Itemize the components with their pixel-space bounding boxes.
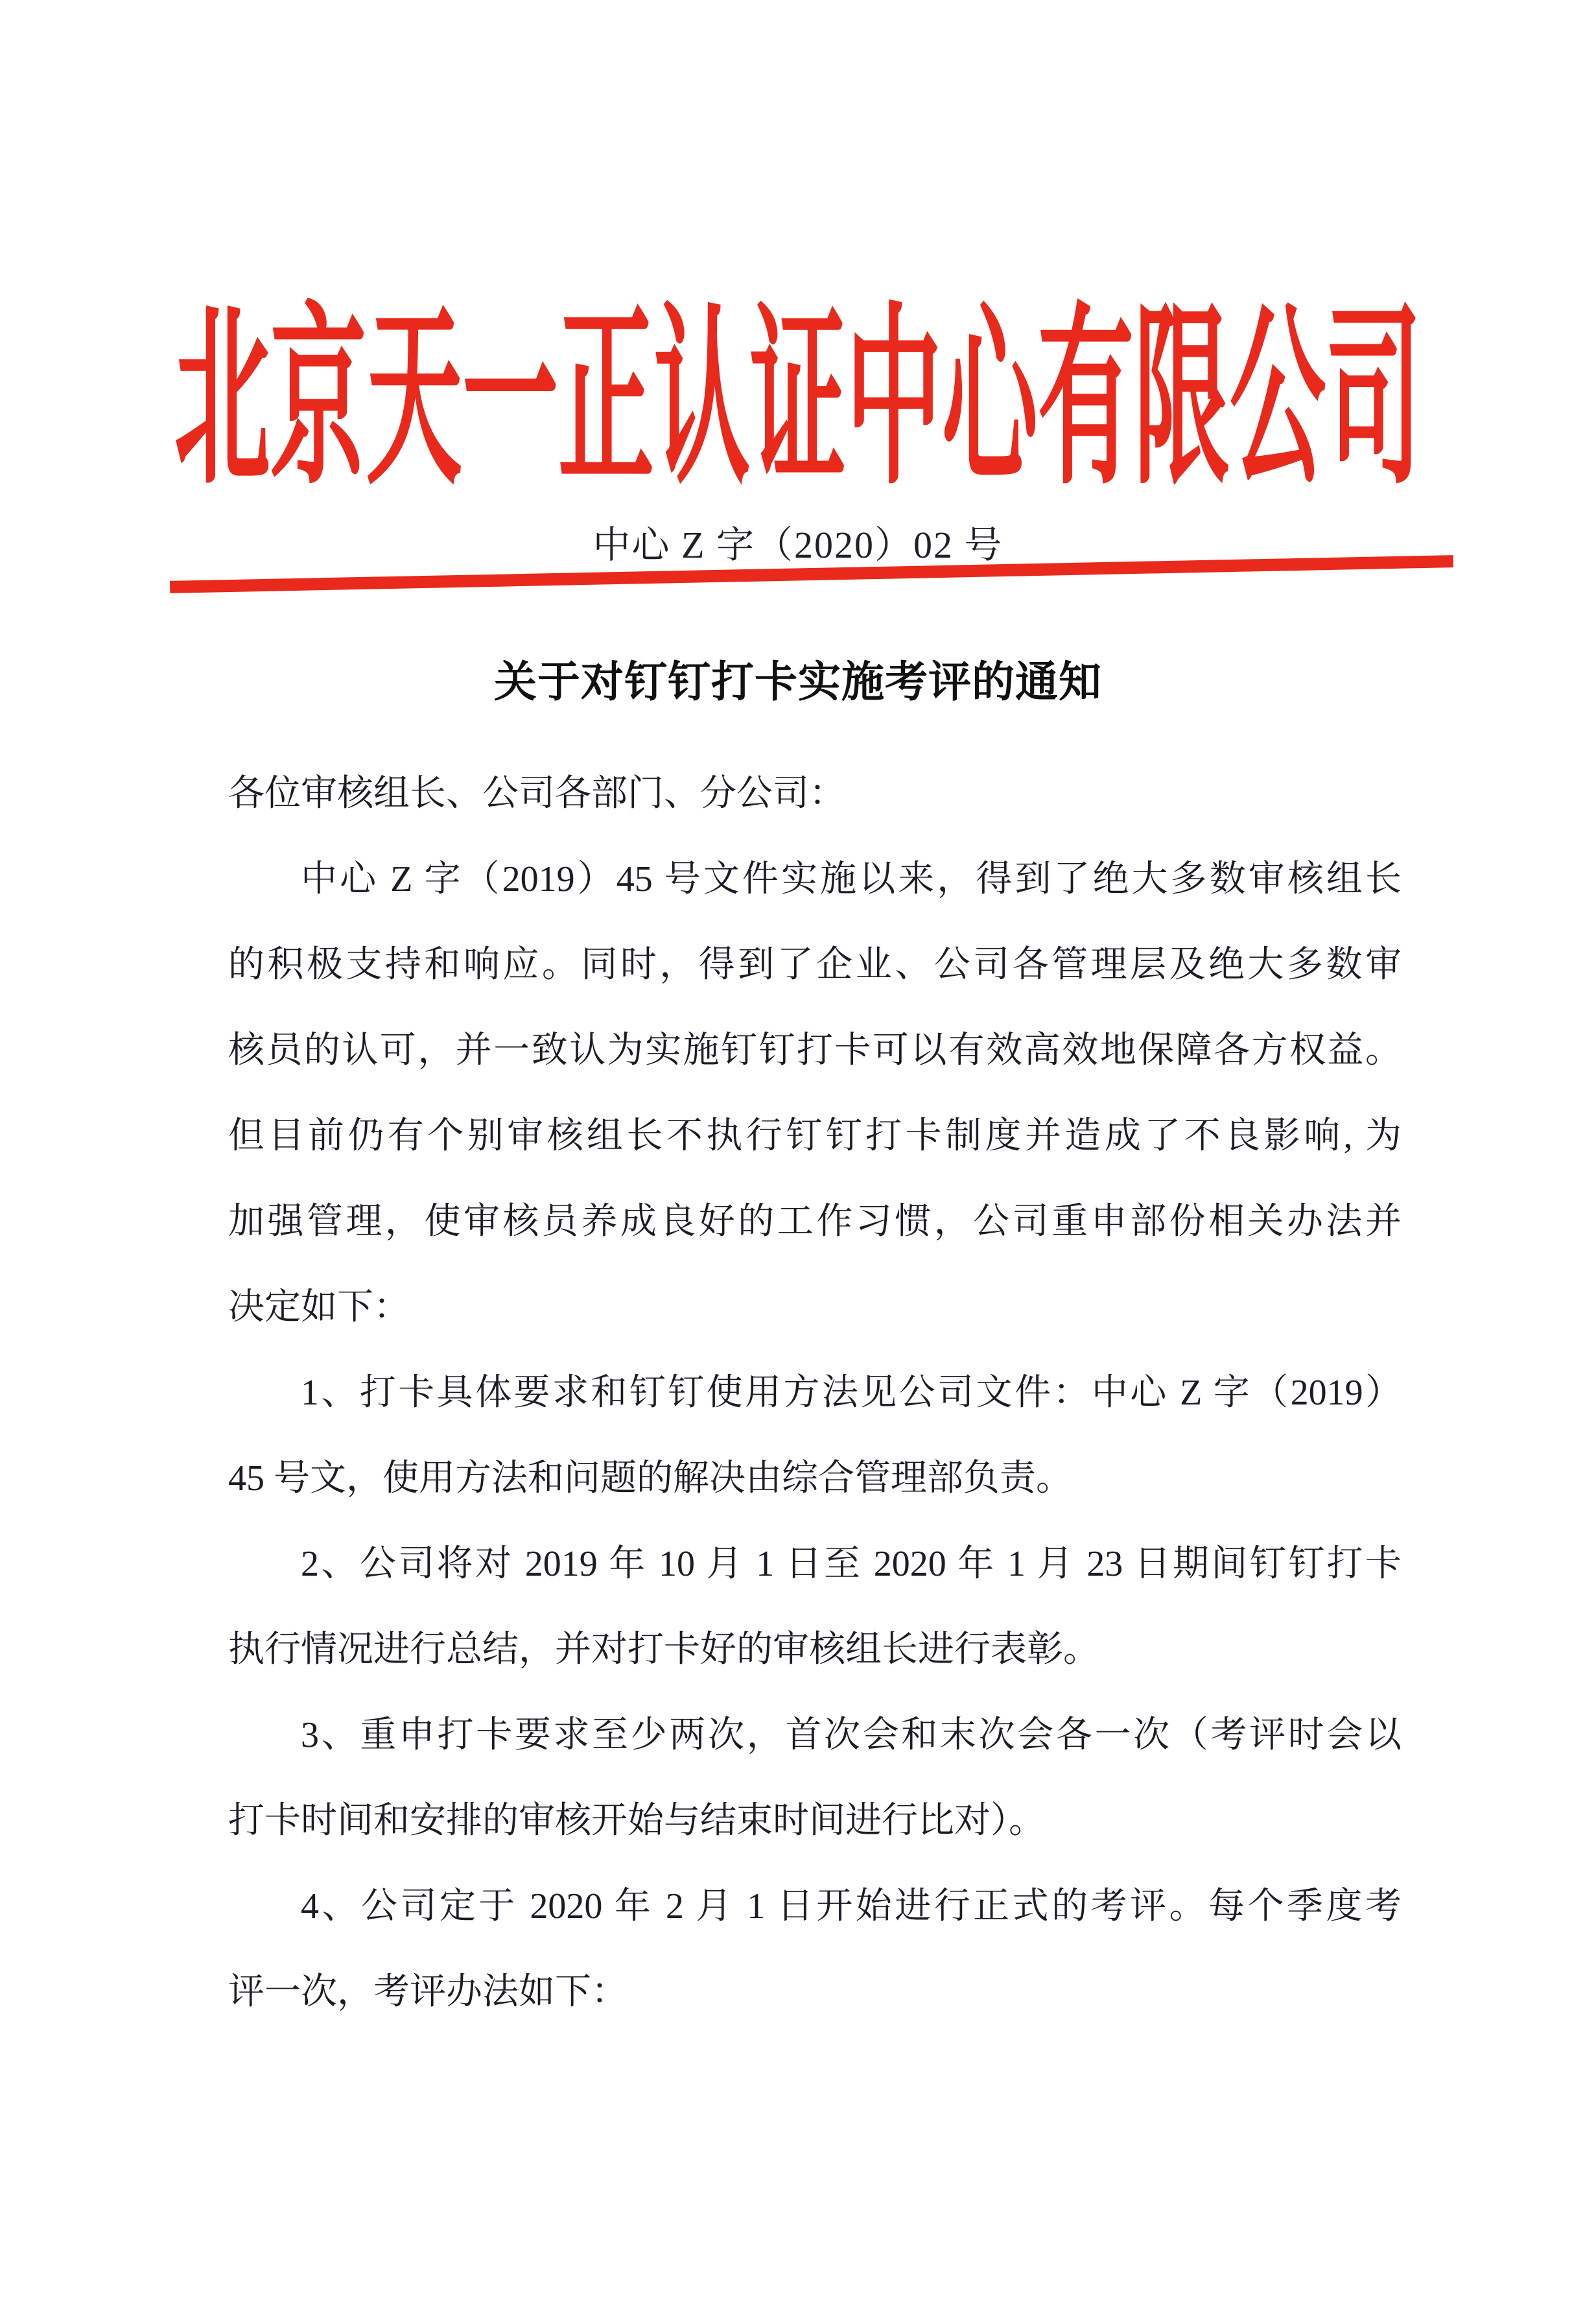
body-line: 45 号文，使用方法和问题的解决由综合管理部负责。 xyxy=(228,1458,1072,1499)
document-title: 关于对钉钉打卡实施考评的通知 xyxy=(494,659,1102,706)
body-line: 2、公司将对 2019 年 10 月 1 日至 2020 年 1 月 23 日期间钉钉打卡 xyxy=(301,1544,1402,1584)
body-line: 但目前仍有个别审核组长不执行钉钉打卡制度并造成了不良影响, 为 xyxy=(228,1116,1402,1156)
body-line: 评一次，考评办法如下： xyxy=(228,1972,628,2012)
red-header xyxy=(0,272,1596,508)
document-number: 中心 Z 字（2020）02 号 xyxy=(593,524,1003,566)
body-line: 执行情况进行总结，并对打卡好的审核组长进行表彰。 xyxy=(228,1629,1099,1670)
body-line: 中心 Z 字（2019）45 号文件实施以来，得到了绝大多数审核组长 xyxy=(301,859,1402,899)
body-line: 各位审核组长、公司各部门、分公司： xyxy=(228,774,845,814)
body-line: 加强管理，使审核员养成良好的工作习惯，公司重申部份相关办法并 xyxy=(228,1202,1402,1242)
body-lines xyxy=(228,751,1402,2035)
body-line: 4、公司定于 2020 年 2 月 1 日开始进行正式的考评。每个季度考 xyxy=(301,1886,1402,1926)
body-line: 1、打卡具体要求和钉钉使用方法见公司文件：中心 Z 字（2019） xyxy=(301,1373,1402,1413)
body-line: 打卡时间和安排的审核开始与结束时间进行比对）。 xyxy=(228,1801,1045,1841)
body-line: 决定如下： xyxy=(228,1287,410,1327)
body-line: 3、重申打卡要求至少两次，首次会和末次会各一次（考评时会以 xyxy=(301,1715,1402,1755)
body-line: 的积极支持和响应。同时，得到了企业、公司各管理层及绝大多数审 xyxy=(228,945,1402,985)
organization-title: 北京天一正认证中心有限公司 xyxy=(174,293,1422,508)
body-line: 核员的认可，并一致认为实施钉钉打卡可以有效高效地保障各方权益。 xyxy=(228,1030,1402,1071)
